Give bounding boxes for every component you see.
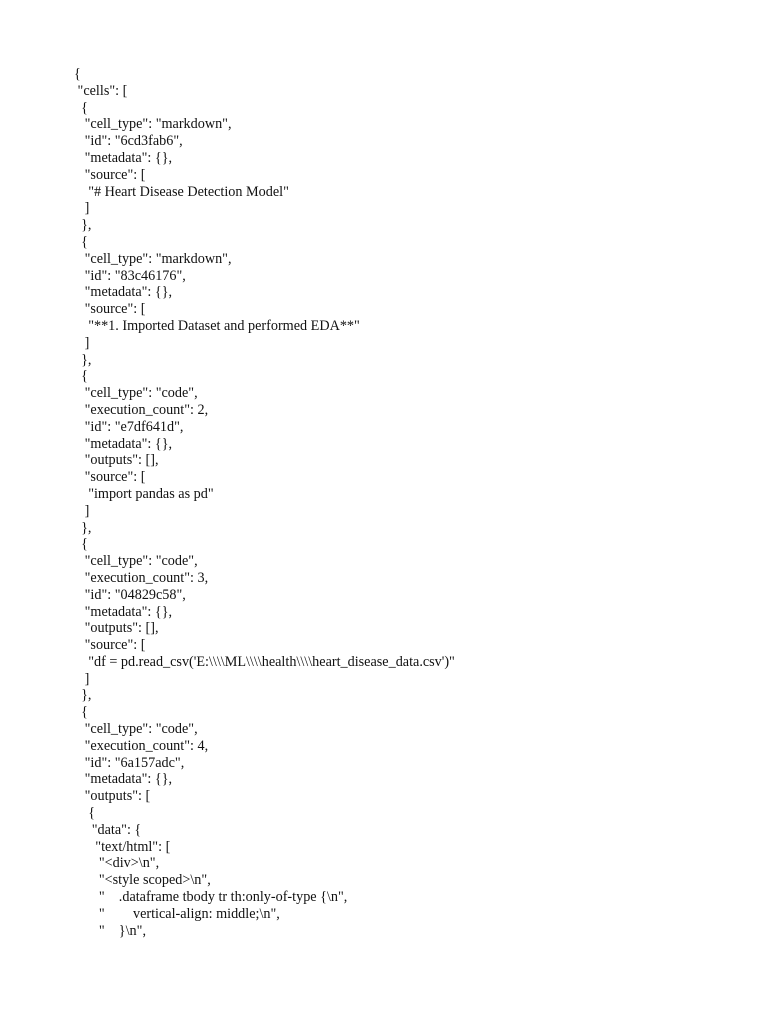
text-line: "source": [ — [74, 166, 146, 183]
text-line: ] — [74, 200, 90, 217]
text-line: "outputs": [ — [74, 788, 151, 805]
text-line: "<style scoped>\n", — [74, 872, 211, 889]
text-line: "metadata": {}, — [74, 149, 173, 166]
text-line: { — [74, 805, 95, 822]
text-line: ] — [74, 670, 90, 687]
text-line: "cell_type": "code", — [74, 553, 198, 570]
text-line: "metadata": {}, — [74, 771, 173, 788]
text-line: "**1. Imported Dataset and performed EDA**" — [74, 317, 360, 334]
text-line: }, — [74, 687, 92, 704]
text-line: "id": "e7df641d", — [74, 418, 184, 435]
text-line: "id": "04829c58", — [74, 586, 186, 603]
text-line: "id": "6a157adc", — [74, 754, 185, 771]
text-line: "data": { — [74, 821, 142, 838]
text-line: { — [74, 536, 88, 553]
text-line: "id": "6cd3fab6", — [74, 133, 183, 150]
text-line: { — [74, 233, 88, 250]
text-line: { — [74, 368, 88, 385]
text-line: "metadata": {}, — [74, 284, 173, 301]
text-line: }, — [74, 351, 92, 368]
text-line: { — [74, 66, 81, 82]
text-line: "execution_count": 4, — [74, 737, 209, 754]
text-line: "import pandas as pd" — [74, 485, 214, 502]
text-line: "cell_type": "markdown", — [74, 250, 232, 267]
text-line: { — [74, 704, 88, 721]
text-line: " .dataframe tbody tr th:only-of-type {\n", — [74, 889, 348, 906]
notebook-json-text — [74, 66, 734, 939]
text-line: "<div>\n", — [74, 855, 160, 872]
text-line: ] — [74, 334, 90, 351]
text-line: "id": "83c46176", — [74, 267, 186, 284]
text-line: "text/html": [ — [74, 838, 171, 855]
text-line: "cell_type": "markdown", — [74, 116, 232, 133]
text-line: "outputs": [], — [74, 620, 159, 637]
text-line: "# Heart Disease Detection Model" — [74, 183, 289, 200]
text-line: "source": [ — [74, 301, 146, 318]
text-line: "source": [ — [74, 637, 146, 654]
text-line: "cell_type": "code", — [74, 721, 198, 738]
text-line: "cells": [ — [74, 82, 128, 99]
text-line: }, — [74, 217, 92, 234]
text-line: ] — [74, 502, 90, 519]
text-line: "execution_count": 3, — [74, 569, 209, 586]
text-line: }, — [74, 519, 92, 536]
text-line: " }\n", — [74, 922, 146, 939]
text-line: "df = pd.read_csv('E:\\\\ML\\\\health\\\\heart_disease_data.csv')" — [74, 653, 455, 670]
text-line: "source": [ — [74, 469, 146, 486]
text-line: "metadata": {}, — [74, 603, 173, 620]
text-line: "execution_count": 2, — [74, 401, 209, 418]
text-line: "metadata": {}, — [74, 435, 173, 452]
text-line: " vertical-align: middle;\n", — [74, 905, 280, 922]
text-line: { — [74, 99, 88, 116]
text-line: "cell_type": "code", — [74, 385, 198, 402]
text-line: "outputs": [], — [74, 452, 159, 469]
